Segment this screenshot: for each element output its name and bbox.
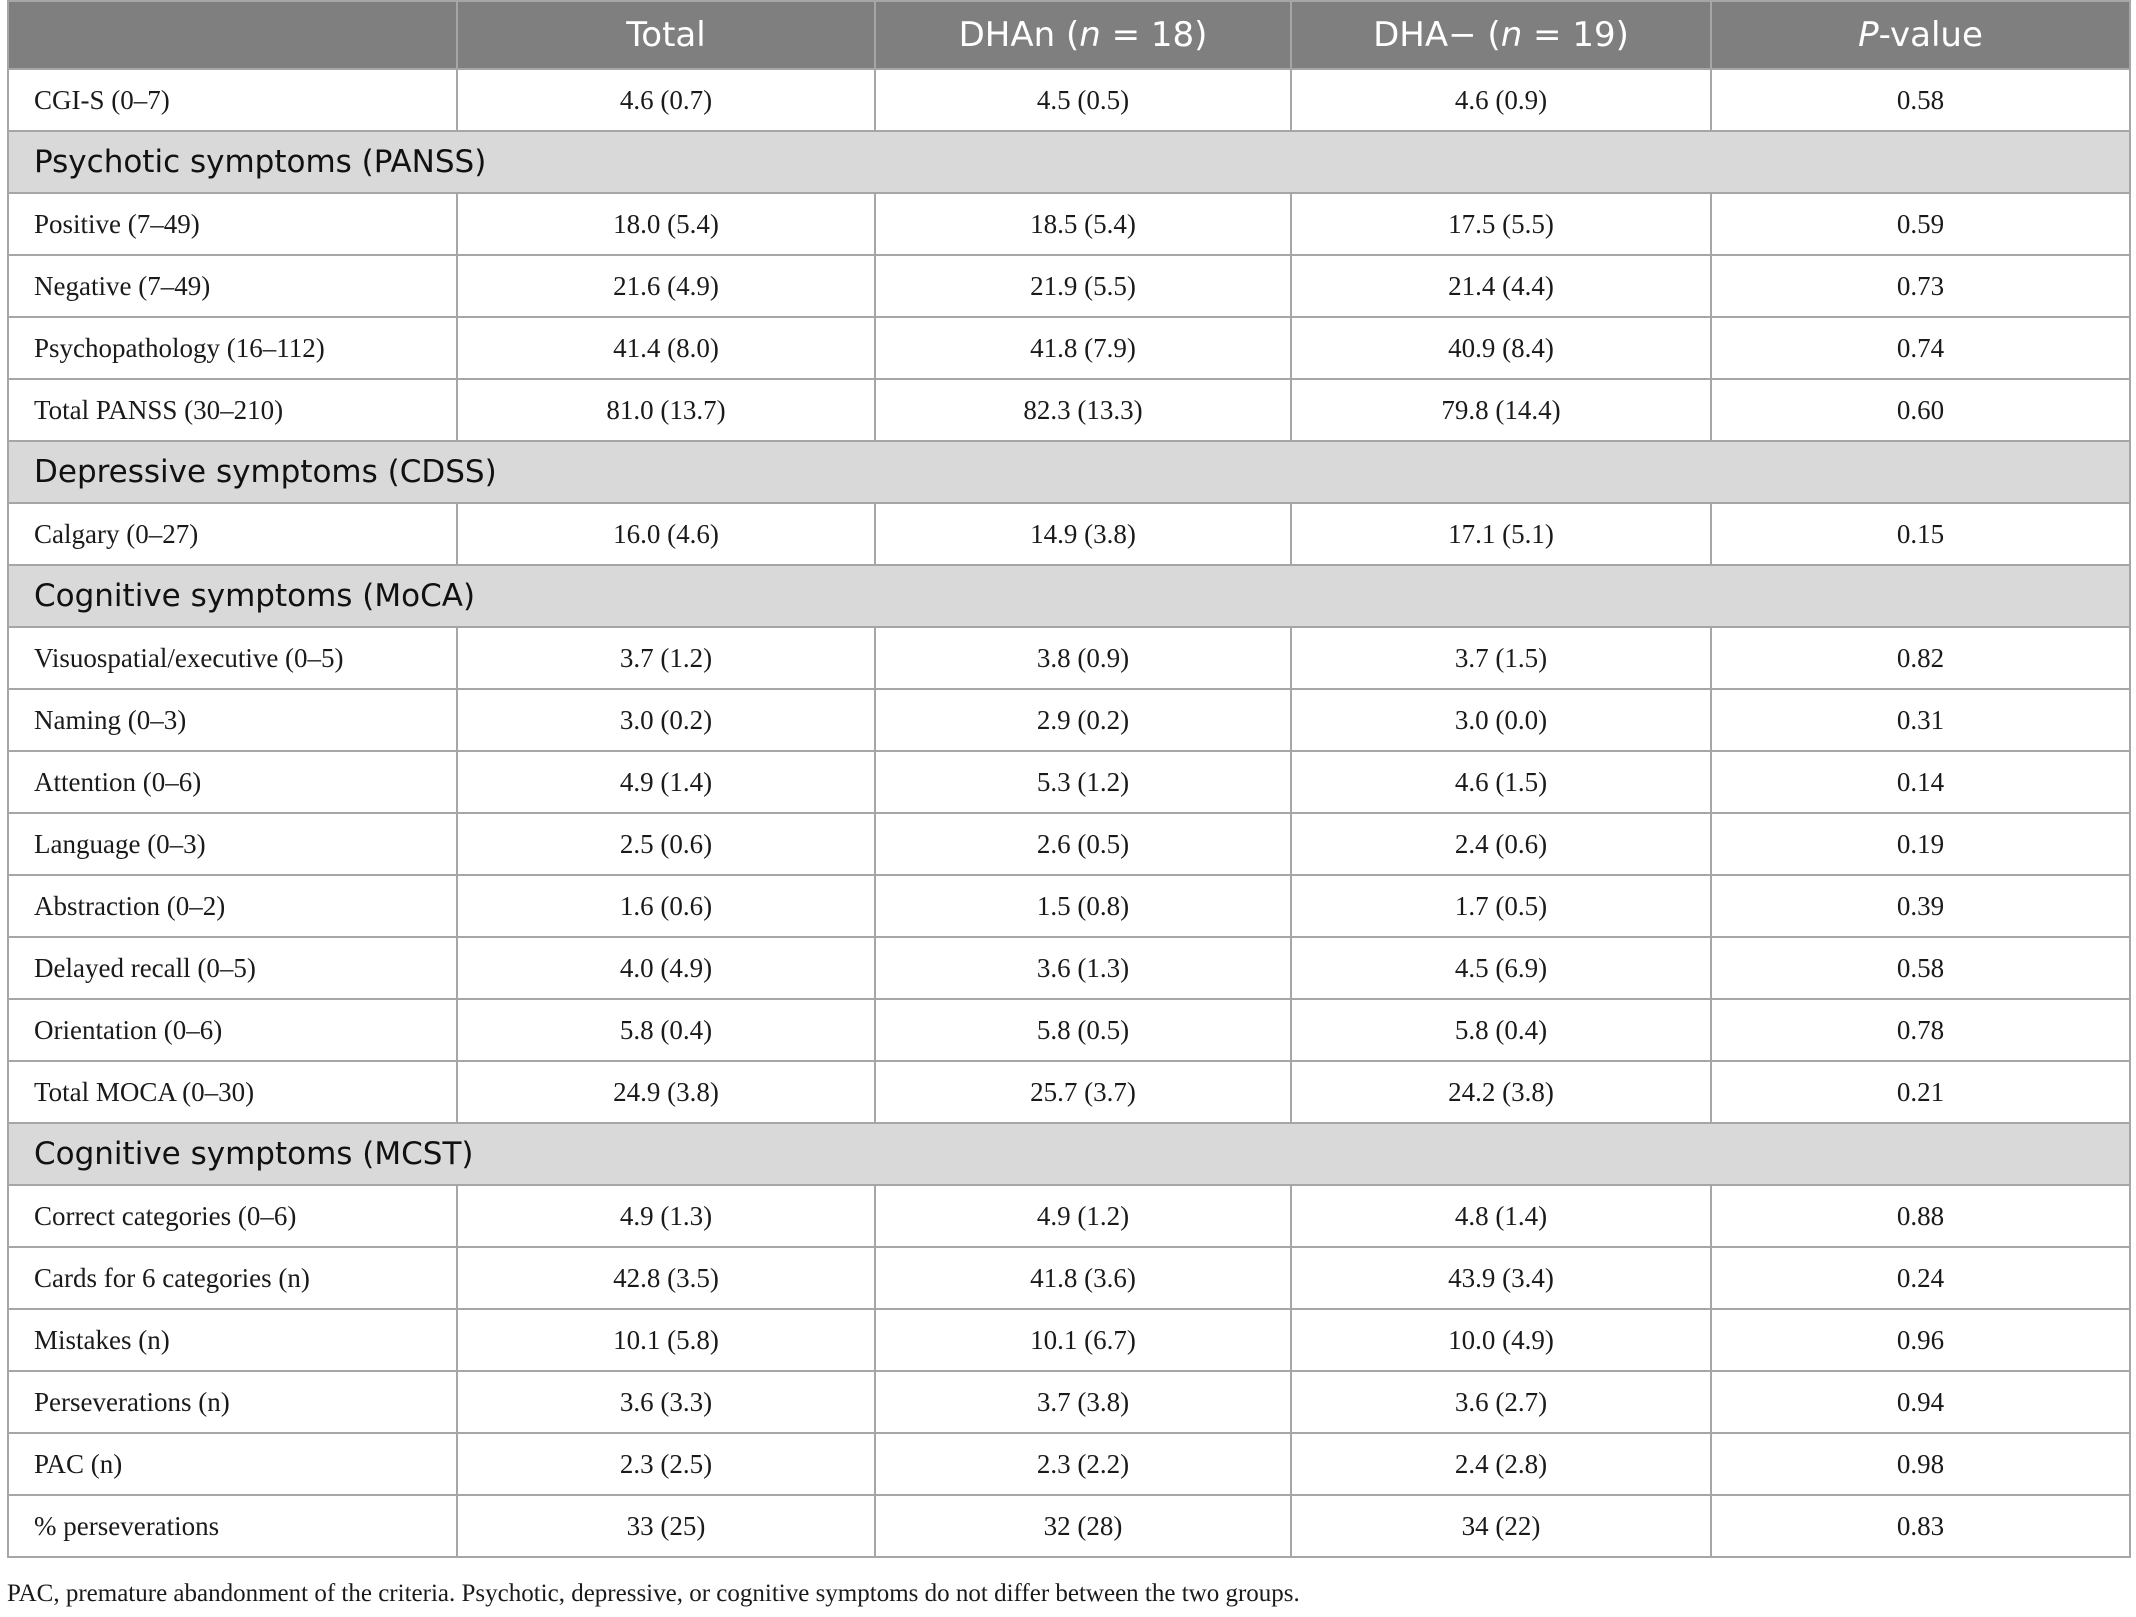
cell-dhan: 25.7 (3.7) (875, 1061, 1291, 1123)
row-label: Language (0–3) (8, 813, 457, 875)
header-dham-n: n (1500, 15, 1523, 55)
section-title: Cognitive symptoms (MoCA) (8, 565, 2130, 627)
header-dhan-n: n (1079, 15, 1101, 55)
table-row (8, 1309, 2130, 1371)
row-label: Naming (0–3) (8, 689, 457, 751)
cell-total: 2.3 (2.5) (457, 1433, 875, 1495)
cell-dham: 2.4 (0.6) (1291, 813, 1711, 875)
cell-dhan: 4.9 (1.2) (875, 1185, 1291, 1247)
section-title: Cognitive symptoms (MCST) (8, 1123, 2130, 1185)
table-row (8, 503, 2130, 565)
cell-dhan: 5.8 (0.5) (875, 999, 1291, 1061)
cell-dhan: 21.9 (5.5) (875, 255, 1291, 317)
cell-total: 3.6 (3.3) (457, 1371, 875, 1433)
cell-total: 4.0 (4.9) (457, 937, 875, 999)
header-p-italic: P (1858, 15, 1879, 55)
row-label: Attention (0–6) (8, 751, 457, 813)
cell-total: 5.8 (0.4) (457, 999, 875, 1061)
row-label: Cards for 6 categories (n) (8, 1247, 457, 1309)
row-label: Visuospatial/executive (0–5) (8, 627, 457, 689)
results-table-container (7, 0, 2129, 1558)
cell-dham: 3.0 (0.0) (1291, 689, 1711, 751)
cell-dhan: 41.8 (7.9) (875, 317, 1291, 379)
section-header-row (8, 1123, 2130, 1185)
row-label: Mistakes (n) (8, 1309, 457, 1371)
header-p-value (1711, 1, 2130, 69)
table-footnote: PAC, premature abandonment of the criteria. Psychotic, depressive, or cognitive symptoms do not differ between the two groups. (7, 1580, 1300, 1607)
header-dham (1291, 1, 1711, 69)
row-label: Psychopathology (16–112) (8, 317, 457, 379)
cell-dham: 17.5 (5.5) (1291, 193, 1711, 255)
cell-total: 3.0 (0.2) (457, 689, 875, 751)
cell-total: 3.7 (1.2) (457, 627, 875, 689)
cell-dham: 4.6 (1.5) (1291, 751, 1711, 813)
row-label: Total MOCA (0–30) (8, 1061, 457, 1123)
cell-total: 16.0 (4.6) (457, 503, 875, 565)
table-row (8, 255, 2130, 317)
table-row (8, 813, 2130, 875)
cell-dham: 10.0 (4.9) (1291, 1309, 1711, 1371)
cell-total: 21.6 (4.9) (457, 255, 875, 317)
cell-p-value: 0.98 (1711, 1433, 2130, 1495)
cell-dham: 43.9 (3.4) (1291, 1247, 1711, 1309)
row-label: Abstraction (0–2) (8, 875, 457, 937)
table-row (8, 379, 2130, 441)
cell-dham: 21.4 (4.4) (1291, 255, 1711, 317)
cell-dhan: 32 (28) (875, 1495, 1291, 1557)
table-row (8, 193, 2130, 255)
cell-p-value: 0.83 (1711, 1495, 2130, 1557)
cell-dhan: 14.9 (3.8) (875, 503, 1291, 565)
cell-dhan: 5.3 (1.2) (875, 751, 1291, 813)
table-row (8, 1433, 2130, 1495)
row-label: CGI-S (0–7) (8, 69, 457, 131)
table-header (8, 1, 2130, 69)
table-row (8, 937, 2130, 999)
cell-total: 4.9 (1.4) (457, 751, 875, 813)
table-row (8, 1247, 2130, 1309)
row-label: Total PANSS (30–210) (8, 379, 457, 441)
table-row (8, 1061, 2130, 1123)
cell-total: 33 (25) (457, 1495, 875, 1557)
header-dhan-suffix: = 18) (1100, 15, 1208, 55)
cell-dham: 4.6 (0.9) (1291, 69, 1711, 131)
cell-dham: 4.5 (6.9) (1291, 937, 1711, 999)
cell-dhan: 10.1 (6.7) (875, 1309, 1291, 1371)
cell-dham: 79.8 (14.4) (1291, 379, 1711, 441)
cell-dhan: 82.3 (13.3) (875, 379, 1291, 441)
cell-dham: 3.6 (2.7) (1291, 1371, 1711, 1433)
cell-total: 4.6 (0.7) (457, 69, 875, 131)
table-row (8, 317, 2130, 379)
cell-p-value: 0.15 (1711, 503, 2130, 565)
section-header-row (8, 441, 2130, 503)
cell-p-value: 0.82 (1711, 627, 2130, 689)
row-label: Perseverations (n) (8, 1371, 457, 1433)
row-label: Orientation (0–6) (8, 999, 457, 1061)
cell-p-value: 0.78 (1711, 999, 2130, 1061)
cell-total: 4.9 (1.3) (457, 1185, 875, 1247)
cell-p-value: 0.60 (1711, 379, 2130, 441)
cell-dhan: 3.6 (1.3) (875, 937, 1291, 999)
results-table (7, 0, 2131, 1558)
cell-p-value: 0.24 (1711, 1247, 2130, 1309)
section-title: Psychotic symptoms (PANSS) (8, 131, 2130, 193)
cell-dham: 40.9 (8.4) (1291, 317, 1711, 379)
cell-dham: 5.8 (0.4) (1291, 999, 1711, 1061)
cell-dhan: 3.7 (3.8) (875, 1371, 1291, 1433)
table-row (8, 751, 2130, 813)
section-header-row (8, 131, 2130, 193)
section-header-row (8, 565, 2130, 627)
cell-p-value: 0.59 (1711, 193, 2130, 255)
cell-p-value: 0.39 (1711, 875, 2130, 937)
cell-dham: 34 (22) (1291, 1495, 1711, 1557)
cell-dham: 17.1 (5.1) (1291, 503, 1711, 565)
cell-dhan: 4.5 (0.5) (875, 69, 1291, 131)
table-row (8, 69, 2130, 131)
row-label: % perseverations (8, 1495, 457, 1557)
cell-dhan: 2.3 (2.2) (875, 1433, 1291, 1495)
cell-total: 10.1 (5.8) (457, 1309, 875, 1371)
cell-total: 1.6 (0.6) (457, 875, 875, 937)
section-title: Depressive symptoms (CDSS) (8, 441, 2130, 503)
table-row (8, 999, 2130, 1061)
header-dhan (875, 1, 1291, 69)
cell-total: 2.5 (0.6) (457, 813, 875, 875)
cell-total: 41.4 (8.0) (457, 317, 875, 379)
cell-p-value: 0.74 (1711, 317, 2130, 379)
header-dham-suffix: = 19) (1522, 15, 1629, 55)
cell-dhan: 1.5 (0.8) (875, 875, 1291, 937)
cell-total: 18.0 (5.4) (457, 193, 875, 255)
row-label: PAC (n) (8, 1433, 457, 1495)
table-row (8, 627, 2130, 689)
cell-dhan: 3.8 (0.9) (875, 627, 1291, 689)
cell-dham: 24.2 (3.8) (1291, 1061, 1711, 1123)
table-row (8, 1371, 2130, 1433)
cell-dham: 2.4 (2.8) (1291, 1433, 1711, 1495)
cell-total: 42.8 (3.5) (457, 1247, 875, 1309)
cell-p-value: 0.14 (1711, 751, 2130, 813)
row-label: Correct categories (0–6) (8, 1185, 457, 1247)
row-label: Negative (7–49) (8, 255, 457, 317)
cell-p-value: 0.88 (1711, 1185, 2130, 1247)
cell-p-value: 0.94 (1711, 1371, 2130, 1433)
cell-p-value: 0.96 (1711, 1309, 2130, 1371)
row-label: Delayed recall (0–5) (8, 937, 457, 999)
cell-p-value: 0.58 (1711, 937, 2130, 999)
cell-dhan: 2.6 (0.5) (875, 813, 1291, 875)
cell-dhan: 2.9 (0.2) (875, 689, 1291, 751)
cell-total: 24.9 (3.8) (457, 1061, 875, 1123)
row-label: Calgary (0–27) (8, 503, 457, 565)
header-dham-prefix: DHA− ( (1373, 15, 1501, 55)
table-row (8, 875, 2130, 937)
header-dhan-prefix: DHAn ( (958, 15, 1080, 55)
cell-total: 81.0 (13.7) (457, 379, 875, 441)
cell-p-value: 0.58 (1711, 69, 2130, 131)
cell-dhan: 41.8 (3.6) (875, 1247, 1291, 1309)
cell-p-value: 0.21 (1711, 1061, 2130, 1123)
row-label: Positive (7–49) (8, 193, 457, 255)
table-row (8, 689, 2130, 751)
cell-p-value: 0.31 (1711, 689, 2130, 751)
cell-p-value: 0.19 (1711, 813, 2130, 875)
cell-dham: 4.8 (1.4) (1291, 1185, 1711, 1247)
cell-dham: 3.7 (1.5) (1291, 627, 1711, 689)
header-measure (8, 1, 457, 69)
cell-dham: 1.7 (0.5) (1291, 875, 1711, 937)
table-body (8, 69, 2130, 1557)
header-row (8, 1, 2130, 69)
table-row (8, 1185, 2130, 1247)
cell-p-value: 0.73 (1711, 255, 2130, 317)
cell-dhan: 18.5 (5.4) (875, 193, 1291, 255)
header-p-suffix: -value (1878, 15, 1983, 55)
header-total: Total (457, 1, 875, 69)
table-row (8, 1495, 2130, 1557)
